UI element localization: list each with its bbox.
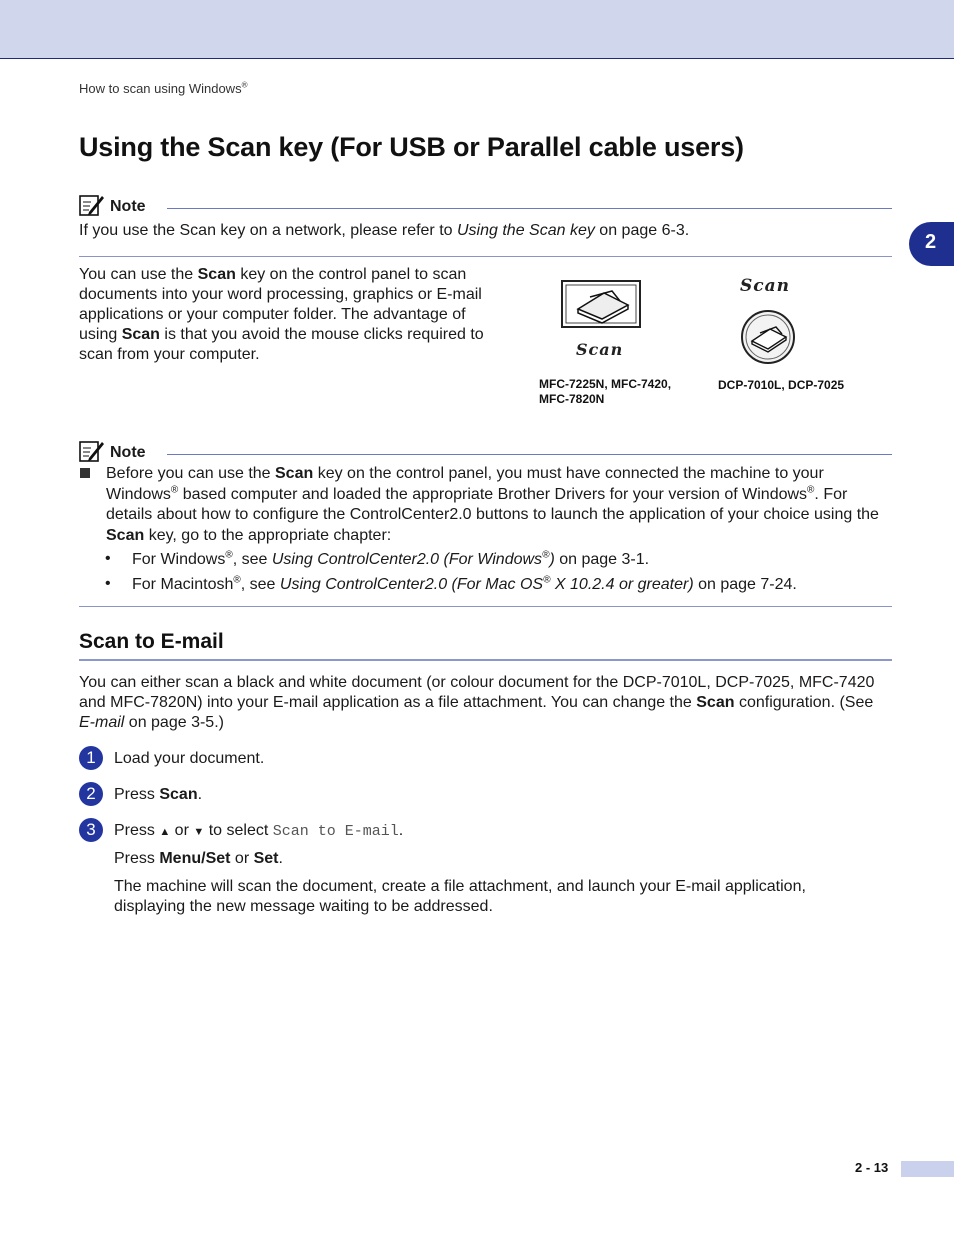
note-end-rule (79, 256, 892, 257)
registered-mark: ® (241, 80, 248, 90)
cross-reference-link[interactable]: Using the Scan key (457, 222, 595, 239)
up-arrow-icon: ▲ (159, 826, 171, 838)
step-3-press-line: Press Menu/Set or Set. (114, 850, 283, 867)
mac-chapter-link[interactable]: Using ControlCenter2.0 (For Mac OS® X 10.2.4 or greater) (279, 574, 694, 593)
section-paragraph: You can either scan a black and white document (or colour document for the DCP-7010L, DCP-7025, MFC-7420 and MFC-7820N) into your E-mail application as a file attachment. You can change the Scan configuration. (See E-mail on page 3-5.) (79, 674, 875, 731)
lcd-menu-option: Scan to E-mail (272, 823, 399, 840)
note-header (79, 193, 892, 219)
note-header-2 (79, 439, 892, 465)
note-label: Note (110, 444, 146, 461)
step-2-text: Press Scan. (114, 786, 203, 803)
note-label: Note (110, 198, 146, 215)
step-number-1: 1 (79, 746, 103, 770)
windows-chapter-link[interactable]: Using ControlCenter2.0 (For Windows®) (271, 549, 555, 568)
step-3-text: Press ▲ or ▼ to select Scan to E-mail. (114, 822, 404, 840)
note-pencil-icon (79, 439, 105, 463)
step-3-result-text: The machine will scan the document, create a file attachment, and launch your E-mail application, displaying the new message waiting to be addressed. (114, 878, 806, 915)
page-number-tab (901, 1161, 954, 1177)
note-rule (167, 454, 892, 455)
intro-paragraph: You can use the Scan key on the control panel to scan documents into your word processing, graphics or E-mail applications or your computer folder. The advantage of using Scan is that you avoid the mouse clicks required to scan from your computer. (79, 266, 484, 363)
note-text: If you use the Scan key on a network, please refer to Using the Scan key on page 6-3. (79, 222, 690, 239)
email-chapter-link[interactable]: E-mail (79, 714, 125, 731)
scan-key-round-icon (740, 309, 798, 367)
breadcrumb (79, 81, 247, 96)
page-title: Using the Scan key (For USB or Parallel cable users) (79, 132, 744, 162)
step-number-2: 2 (79, 782, 103, 806)
square-bullet-icon (80, 468, 90, 478)
header-band (0, 0, 954, 59)
bullet-dot-icon: • (105, 550, 111, 567)
scan-key-label-right: Scan (740, 276, 791, 296)
step-1-text: Load your document. (114, 750, 265, 767)
step-number-3: 3 (79, 818, 103, 842)
note-pencil-icon (79, 193, 105, 217)
bullet-dot-icon: • (105, 575, 111, 592)
chapter-tab[interactable] (909, 222, 954, 266)
breadcrumb-text: How to scan using Windows (79, 81, 242, 96)
note-2-sub-item-mac: For Macintosh®, see Using ControlCenter2.0 (For Mac OS® X 10.2.4 or greater) on page 7-24. (132, 574, 797, 593)
figure-caption-left: MFC-7225N, MFC-7420, MFC-7820N (539, 377, 672, 406)
down-arrow-icon: ▼ (193, 826, 205, 838)
note-2-end-rule (79, 606, 892, 607)
note-rule (167, 208, 892, 209)
chapter-number: 2 (925, 231, 937, 253)
section-title: Scan to E-mail (79, 630, 224, 653)
section-rule (79, 659, 892, 661)
page-number: 2 - 13 (855, 1160, 889, 1175)
note-2-bullet-text: Before you can use the Scan key on the control panel, you must have connected the machine to your Windows® based computer and loaded the appropriate Brother Drivers for your version of Windows®. For details about how to configure the ControlCenter2.0 buttons to launch the application of your choice using the Scan key, go to the appropriate chapter: (106, 465, 879, 544)
scan-key-label-left: Scan (576, 340, 624, 359)
scan-key-square-icon (560, 279, 644, 331)
figure-caption-right: DCP-7010L, DCP-7025 (718, 378, 845, 392)
note-2-sub-item-windows: For Windows®, see Using ControlCenter2.0 (For Windows®) on page 3-1. (132, 549, 650, 568)
